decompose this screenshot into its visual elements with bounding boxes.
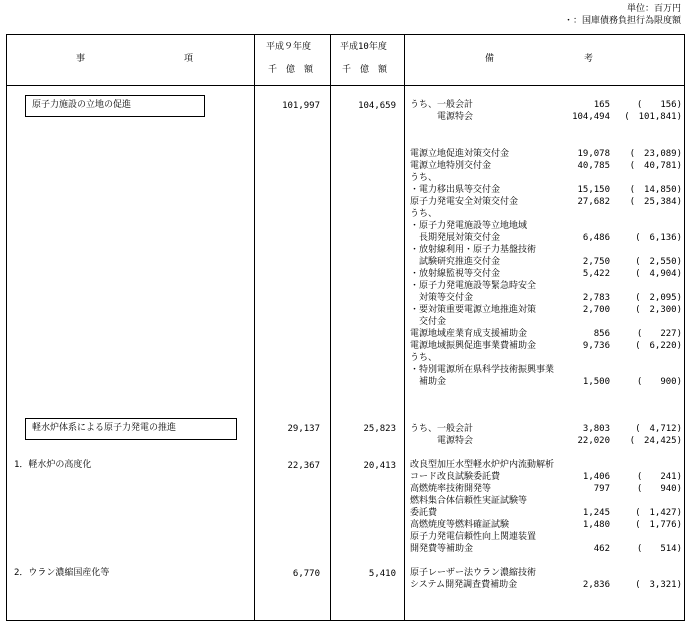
remark-text: ・放射線利用・原子力基盤技術 bbox=[410, 245, 537, 255]
remark-amount: 856 bbox=[593, 329, 610, 339]
remark-amount: 797 bbox=[593, 484, 610, 494]
remark-prev-amount: ( 6,136) bbox=[635, 233, 682, 243]
remark-text: 高燃焼率技術開発等 bbox=[410, 484, 492, 494]
remark-amount: 6,486 bbox=[582, 233, 610, 243]
unit-note: ・：国庫債務負担行為限度額 bbox=[563, 16, 681, 26]
remark-amount: 40,785 bbox=[577, 161, 610, 171]
remark-amount: 462 bbox=[593, 544, 610, 554]
remark-text: ・特別電源所在県科学技術振興事業 bbox=[410, 365, 555, 375]
header-fy10-unit: 千 億 額 bbox=[342, 65, 388, 75]
remark-prev-amount: ( 2,300) bbox=[635, 305, 682, 315]
remark-text: 電源立地特別交付金 bbox=[410, 161, 492, 171]
remark-prev-amount: ( 23,089) bbox=[629, 149, 682, 159]
header-item: 事 項 bbox=[76, 54, 194, 64]
remark-prev-amount: ( 3,321) bbox=[635, 580, 682, 590]
remark-text: ・原子力発電施設等緊急時安全 bbox=[410, 281, 537, 291]
remark-text: 改良型加圧水型軽水炉炉内流動解析 bbox=[410, 460, 555, 470]
remark-text: ・放射線監視等交付金 bbox=[410, 269, 501, 279]
remark-prev-amount: ( 101,841) bbox=[624, 112, 682, 122]
remark-prev-amount: ( 940) bbox=[636, 484, 682, 494]
remark-text: ・原子力発電施設等立地地域 bbox=[410, 221, 528, 231]
item-label: 2．ウラン濃縮国産化等 bbox=[14, 568, 110, 578]
section-title: 原子力施設の立地の促進 bbox=[32, 100, 132, 110]
remark-text: ・電力移出県等交付金 bbox=[410, 185, 501, 195]
remark-text: 電源地域産業育成支援補助金 bbox=[410, 329, 528, 339]
remark-prev-amount: ( 227) bbox=[636, 329, 682, 339]
remark-amount: 9,736 bbox=[582, 341, 610, 351]
item-fy9: 22,367 bbox=[287, 461, 320, 471]
remark-text: 電源立地促進対策交付金 bbox=[410, 149, 510, 159]
header-fy9-unit: 千 億 額 bbox=[268, 65, 314, 75]
remark-prev-amount: ( 2,550) bbox=[635, 257, 682, 267]
remark-prev-amount: ( 40,781) bbox=[629, 161, 682, 171]
remark-prev-amount: ( 156) bbox=[636, 100, 682, 110]
remark-amount: 2,700 bbox=[582, 305, 610, 315]
remark-prev-amount: ( 25,384) bbox=[629, 197, 682, 207]
remark-amount: 1,500 bbox=[582, 377, 610, 387]
section-fy10: 25,823 bbox=[363, 424, 396, 434]
remark-text: システム開発調査費補助金 bbox=[410, 580, 518, 590]
remark-text: うち、 bbox=[410, 209, 438, 219]
remark-text: 電源特会 bbox=[410, 436, 474, 446]
unit-label: 単位：百万円 bbox=[626, 4, 681, 14]
remark-text: 電源地域振興促進事業費補助金 bbox=[410, 341, 537, 351]
remark-text: 燃料集合体信頼性実証試験等 bbox=[410, 496, 528, 506]
remark-prev-amount: ( 4,904) bbox=[635, 269, 682, 279]
remark-prev-amount: ( 900) bbox=[636, 377, 682, 387]
remark-prev-amount: ( 6,220) bbox=[635, 341, 682, 351]
remark-text: 交付金 bbox=[410, 317, 447, 327]
remark-amount: 165 bbox=[593, 100, 610, 110]
section-fy10: 104,659 bbox=[358, 101, 396, 111]
remark-prev-amount: ( 14,850) bbox=[629, 185, 682, 195]
remark-prev-amount: ( 241) bbox=[636, 472, 682, 482]
remark-text: うち、一般会計 bbox=[410, 424, 474, 434]
remark-amount: 2,783 bbox=[582, 293, 610, 303]
remark-text: うち、一般会計 bbox=[410, 100, 474, 110]
remark-text: 委託費 bbox=[410, 508, 438, 518]
item-fy10: 5,410 bbox=[368, 569, 396, 579]
remark-prev-amount: ( 24,425) bbox=[629, 436, 682, 446]
remark-prev-amount: ( 1,427) bbox=[635, 508, 682, 518]
remark-text: 対策等交付金 bbox=[410, 293, 474, 303]
remark-text: コード改良試験委託費 bbox=[410, 472, 501, 482]
remark-text: うち、 bbox=[410, 353, 438, 363]
remark-amount: 1,245 bbox=[582, 508, 610, 518]
remark-amount: 2,750 bbox=[582, 257, 610, 267]
remark-amount: 1,406 bbox=[582, 472, 610, 482]
remark-prev-amount: ( 514) bbox=[636, 544, 682, 554]
item-fy10: 20,413 bbox=[363, 461, 396, 471]
header-fy10: 平成10年度 bbox=[340, 42, 387, 52]
remark-text: ・要対策重要電源立地推進対策 bbox=[410, 305, 537, 315]
item-fy9: 6,770 bbox=[292, 569, 320, 579]
item-label: 1．軽水炉の高度化 bbox=[14, 460, 92, 470]
section-title: 軽水炉体系による原子力発電の推進 bbox=[32, 423, 177, 433]
remark-text: 試験研究推進交付金 bbox=[410, 257, 501, 267]
remark-amount: 1,480 bbox=[582, 520, 610, 530]
header-remarks: 備 考 bbox=[485, 54, 594, 64]
remark-amount: 15,150 bbox=[577, 185, 610, 195]
remark-text: 原子力発電信頼性向上関連装置 bbox=[410, 532, 537, 542]
remark-amount: 27,682 bbox=[577, 197, 610, 207]
remark-prev-amount: ( 4,712) bbox=[635, 424, 682, 434]
remark-amount: 5,422 bbox=[582, 269, 610, 279]
remark-amount: 19,078 bbox=[577, 149, 610, 159]
section-fy9: 29,137 bbox=[287, 424, 320, 434]
remark-text: 原子力発電安全対策交付金 bbox=[410, 197, 519, 207]
remark-prev-amount: ( 2,095) bbox=[635, 293, 682, 303]
section-fy9: 101,997 bbox=[282, 101, 320, 111]
remark-text: 高燃焼度等燃料確証試験 bbox=[410, 520, 510, 530]
remark-amount: 3,803 bbox=[582, 424, 610, 434]
remark-text: 長期発展対策交付金 bbox=[410, 233, 501, 243]
remark-text: うち、 bbox=[410, 173, 438, 183]
remark-text: 開発費等補助金 bbox=[410, 544, 474, 554]
remark-prev-amount: ( 1,776) bbox=[635, 520, 682, 530]
remark-amount: 2,836 bbox=[582, 580, 610, 590]
remark-text: 電源特会 bbox=[410, 112, 474, 122]
header-fy9: 平成９年度 bbox=[266, 42, 312, 52]
remark-text: 補助金 bbox=[410, 377, 447, 387]
remark-amount: 104,494 bbox=[572, 112, 610, 122]
remark-amount: 22,020 bbox=[577, 436, 610, 446]
remark-text: 原子レーザー法ウラン濃縮技術 bbox=[410, 568, 537, 578]
